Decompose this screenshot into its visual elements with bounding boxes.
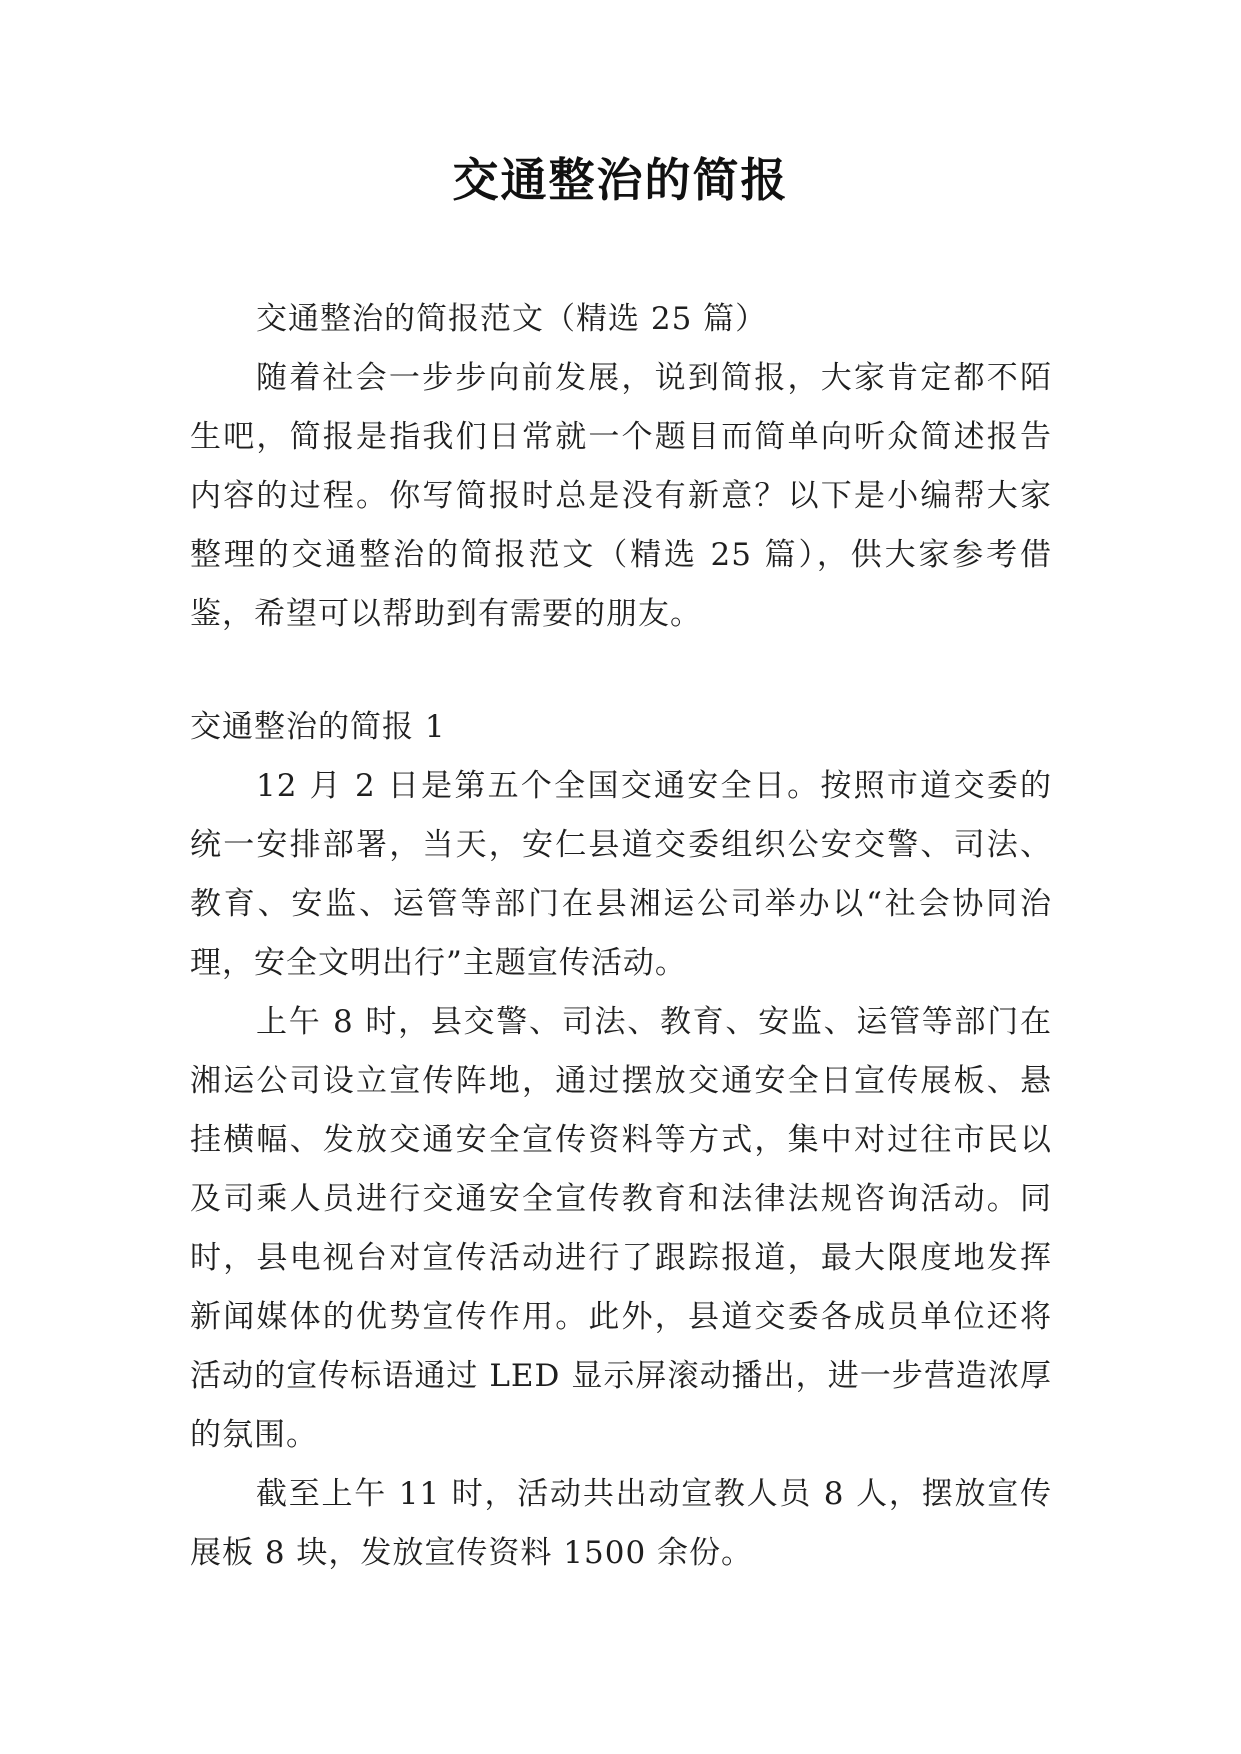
document-subtitle: 交通整治的简报范文（精选 25 篇） [256,301,768,337]
intro-block [190,349,1052,644]
body-paragraph: 12 月 2 日是第五个全国交通安全日。按照市道交委的统一安排部署，当天，安仁县道交委组织公安交警、司法、教育、安监、运管等部门在县湘运公司举办以“社会协同治理，安全文明出行”主题宣传活动。 [190,768,1052,981]
body-paragraph: 截至上午 11 时，活动共出动宣教人员 8 人，摆放宣传展板 8 块，发放宣传资料 1500 余份。 [190,1476,1052,1571]
section-body [190,757,1052,1583]
intro-paragraph: 随着社会一步步向前发展，说到简报，大家肯定都不陌生吧，简报是指我们日常就一个题目而简单向听众简述报告内容的过程。你写简报时总是没有新意？以下是小编帮大家整理的交通整治的简报范文（精选 25 篇），供大家参考借鉴，希望可以帮助到有需要的朋友。 [190,360,1052,632]
body-paragraph: 上午 8 时，县交警、司法、教育、安监、运管等部门在湘运公司设立宣传阵地，通过摆放交通安全日宣传展板、悬挂横幅、发放交通安全宣传资料等方式，集中对过往市民以及司乘人员进行交通安全宣传教育和法律法规咨询活动。同时，县电视台对宣传活动进行了跟踪报道，最大限度地发挥新闻媒体的优势宣传作用。此外，县道交委各成员单位还将活动的宣传标语通过 LED 显示屏滚动播出，进一步营造浓厚的氛围。 [190,1004,1052,1453]
document-title: 交通整治的简报 [452,153,789,207]
section-heading: 交通整治的简报 1 [190,709,446,745]
